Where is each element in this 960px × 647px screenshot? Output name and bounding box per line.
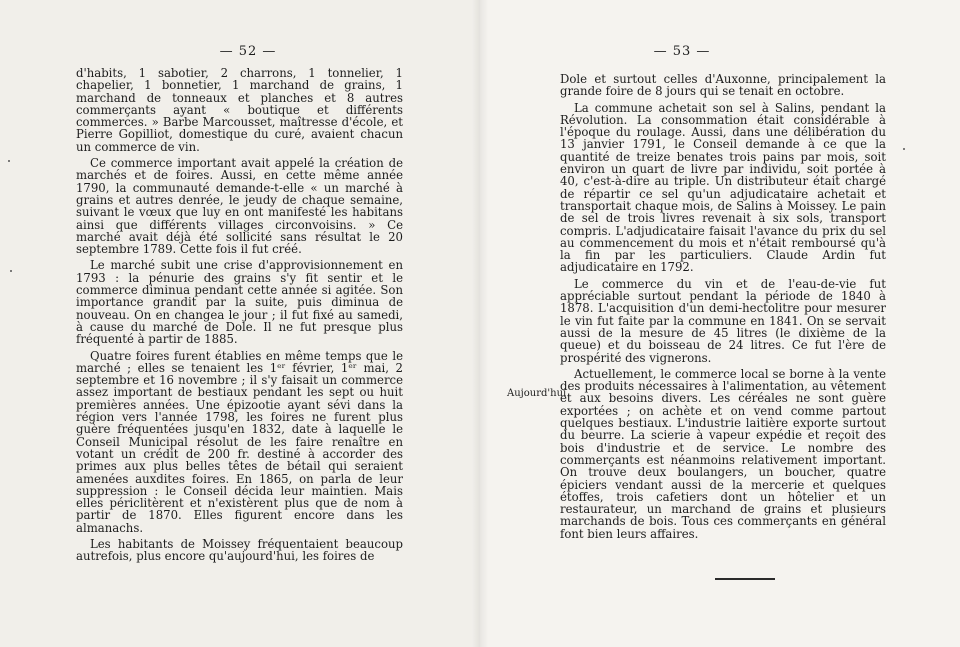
paragraph: Ce commerce important avait appelé la création de marchés et de foires. Aussi, en cette même année 1790, la communauté demande-t-elle « un marché à grains et autres denrée, le jeudy de chaque semaine, suivant le vœux que luy en ont manifesté les habitans ainsi que différents villages circonvoisins. » Ce marché avait déjà été sollicité sans résultat le 20 septembre 1789. Cette fois il fut créé. — [76, 156, 403, 257]
book-gutter — [472, 0, 488, 647]
paper-speck — [8, 160, 10, 162]
paper-speck — [903, 148, 905, 150]
paragraph: Actuellement, le commerce local se borne à la vente des produits nécessaires à l'alimentation, au vêtement et aux besoins divers. Les céréales ne sont guère exportées ; on achète et on vend comme partout quelques bestiaux. L'industrie laitière exporte surtout du beurre. La scierie à vapeur expédie et reçoit des bois d'industrie et de service. Le nombre des commerçants est néanmoins relativement important. On trouve deux boulangers, un boucher, quatre épiciers vendant aussi de la mercerie et quelques étoffes, trois cafetiers dont un hôtelier et un restaurateur, un marchand de grains et plusieurs marchands de bois. Tous ces commerçants en général font bien leurs affaires. — [560, 366, 886, 541]
paper-speck — [10, 270, 12, 272]
paragraph: Le marché subit une crise d'approvisionnement en 1793 : la pénurie des grains s'y fit sentir et le commerce diminua pendant cette année si agitée. Son importance grandit par la suite, puis diminua de nouveau. On en changea le jour ; il fut fixé au samedi, à cause du marché de Dole. Il ne fut presque plus fréquenté à partir de 1885. — [76, 258, 403, 347]
margin-note: Aujourd'hui — [507, 388, 567, 399]
paragraph: d'habits, 1 sabotier, 2 charrons, 1 tonnelier, 1 chapelier, 1 bonnetier, 1 marchand de grains, 1 marchand de tonneaux et planches et 8 autres commerçants ayant « boutique et différents commerces. » Barbe Marcousset, maîtresse d'école, et Pierre Gopilliot, domestique du curé, avaient chacun un commerce de vin. — [76, 66, 403, 154]
paragraph: Les habitants de Moissey fréquentaient beaucoup autrefois, plus encore qu'aujourd'hui, les foires de — [76, 536, 403, 564]
paragraph: Dole et surtout celles d'Auxonne, principalement la grande foire de 8 jours qui se tenait en octobre. — [560, 72, 886, 99]
page-body — [560, 73, 886, 544]
end-rule — [715, 578, 775, 580]
right-page — [480, 0, 960, 647]
page-number: — 53 — — [653, 44, 711, 59]
paragraph: Quatre foires furent établies en même temps que le marché ; elles se tenaient les 1ᵉʳ février, 1ᵉʳ mai, 2 septembre et 16 novembre ; il s'y faisait un commerce assez important de bestiaux pendant les sept ou huit premières années. Une épizootie ayant sévi dans la région vers l'année 1798, les foires ne furent plus guère fréquentées jusqu'en 1832, date à laquelle le Conseil Municipal résolut de les faire renaître en votant un crédit de 200 fr. destiné à accorder des primes aux plus belles têtes de bétail qui seraient amenées auxdites foires. En 1865, on parla de leur suppression : le Conseil décida leur maintien. Mais elles périclitèrent et n'existèrent plus que de nom à partir de 1870. Elles figurent encore dans les almanachs. — [76, 348, 403, 535]
paragraph: La commune achetait son sel à Salins, pendant la Révolution. La consommation était considérable à l'époque du roulage. Aussi, dans une délibération du 13 janvier 1791, le Conseil demande à ce que la quantité de treize benates trois pains par mois, soit environ un quart de livre par individu, soit portée à 40, c'est-à-dire au triple. Un distributeur était chargé de répartir ce sel qu'un adjudicataire achetait et transportait chaque mois, de Salins à Moissey. Le pain de sel de trois livres revenait à six sols, transport compris. L'adjudicataire faisait l'avance du prix du sel au commencement du mois et n'était remboursé qu'à la fin par les particuliers. Claude Ardin fut adjudicataire en 1792. — [560, 100, 886, 275]
paragraph: Le commerce du vin et de l'eau-de-vie fut appréciable surtout pendant la période de 1840 à 1878. L'acquisition d'un demi-hectolitre pour mesurer le vin fut faite par la commune en 1841. On se servait aussi de la mesure de 45 litres (le dixième de la queue) et du boisseau de 24 litres. Ce fut l'ère de prospérité des vignerons. — [560, 276, 886, 365]
page-body — [76, 67, 403, 567]
page-number: — 52 — — [219, 44, 277, 59]
